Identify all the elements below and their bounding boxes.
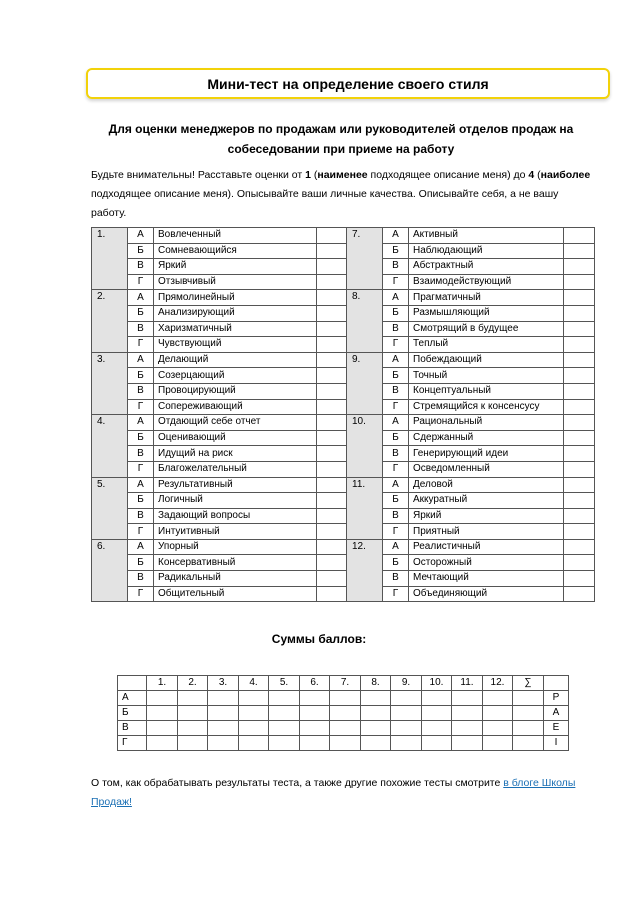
- score-cell[interactable]: [564, 571, 595, 587]
- sum-cell[interactable]: [178, 736, 208, 751]
- option-text: Вовлеченный: [154, 228, 317, 244]
- option-letter: Б: [128, 368, 154, 384]
- question-number: 9.: [347, 352, 383, 414]
- sum-cell[interactable]: [178, 706, 208, 721]
- sum-cell[interactable]: [483, 691, 513, 706]
- question-number: 2.: [92, 290, 128, 352]
- sum-cell[interactable]: [239, 736, 269, 751]
- option-letter: В: [383, 383, 409, 399]
- option-text: Рациональный: [409, 415, 564, 431]
- sum-cell[interactable]: [361, 706, 391, 721]
- score-cell[interactable]: [317, 352, 347, 368]
- sums-table: [117, 675, 569, 751]
- sum-cell[interactable]: [452, 736, 483, 751]
- option-text: Идущий на риск: [154, 446, 317, 462]
- sum-cell[interactable]: [269, 706, 300, 721]
- sum-cell[interactable]: [208, 721, 239, 736]
- sum-cell[interactable]: [452, 706, 483, 721]
- option-letter: Б: [383, 243, 409, 259]
- question-number: 7.: [347, 228, 383, 290]
- score-cell[interactable]: [317, 274, 347, 290]
- sums-column-header: 6.: [300, 676, 330, 691]
- intro-part: Будьте внимательны! Расставьте оценки от: [91, 169, 306, 181]
- option-text: Концептуальный: [409, 383, 564, 399]
- table-row: [92, 368, 595, 384]
- score-cell[interactable]: [317, 555, 347, 571]
- sums-column-header: 7.: [330, 676, 361, 691]
- score-cell[interactable]: [564, 415, 595, 431]
- sum-cell[interactable]: [452, 721, 483, 736]
- option-letter: В: [128, 571, 154, 587]
- table-row: [92, 508, 595, 524]
- option-text: Благожелательный: [154, 461, 317, 477]
- sum-cell[interactable]: [422, 706, 452, 721]
- outro-part: О том, как обрабатывать результаты теста, а также другие похожие тесты смотрите: [91, 777, 504, 789]
- table-row: [92, 446, 595, 462]
- option-text: Наблюдающий: [409, 243, 564, 259]
- option-text: Общительный: [154, 586, 317, 602]
- question-number: 12.: [347, 539, 383, 601]
- table-row: [92, 571, 595, 587]
- option-letter: В: [383, 446, 409, 462]
- sums-row: [118, 736, 569, 751]
- sum-cell[interactable]: [178, 691, 208, 706]
- option-letter: Б: [383, 368, 409, 384]
- table-row: [92, 243, 595, 259]
- score-cell[interactable]: [317, 337, 347, 353]
- option-text: Оценивающий: [154, 430, 317, 446]
- option-letter: Б: [383, 555, 409, 571]
- option-text: Провоцирующий: [154, 383, 317, 399]
- intro-text: [91, 166, 596, 223]
- option-text: Взаимодействующий: [409, 274, 564, 290]
- option-text: Смотрящий в будущее: [409, 321, 564, 337]
- option-letter: В: [128, 383, 154, 399]
- sum-cell[interactable]: [422, 691, 452, 706]
- option-letter: Г: [128, 274, 154, 290]
- page-title: Мини-тест на определение своего стиля: [207, 75, 489, 92]
- empty-cell: [544, 676, 569, 691]
- intro-part: подходящее описание меня). Опысывайте ваши личные качества. Описывайте себя, а не вашу работу.: [91, 188, 559, 219]
- option-text: Стремящийся к консенсусу: [409, 399, 564, 415]
- option-letter: Г: [383, 274, 409, 290]
- option-letter: Г: [128, 524, 154, 540]
- sum-cell[interactable]: [239, 721, 269, 736]
- option-letter: В: [128, 321, 154, 337]
- sums-row-code: I: [544, 736, 569, 751]
- option-letter: А: [383, 415, 409, 431]
- option-letter: А: [128, 228, 154, 244]
- sums-row-code: А: [544, 706, 569, 721]
- option-text: Абстрактный: [409, 259, 564, 275]
- option-letter: Б: [383, 305, 409, 321]
- sum-cell[interactable]: [483, 721, 513, 736]
- question-number: 11.: [347, 477, 383, 539]
- score-cell[interactable]: [564, 446, 595, 462]
- sum-cell[interactable]: [452, 691, 483, 706]
- sum-cell[interactable]: [391, 706, 422, 721]
- sums-row: [118, 691, 569, 706]
- intro-min-score: 1: [305, 169, 311, 181]
- table-row: [92, 524, 595, 540]
- score-cell[interactable]: [564, 274, 595, 290]
- sum-cell[interactable]: [361, 691, 391, 706]
- option-text: Размышляющий: [409, 305, 564, 321]
- sums-header-row: [118, 676, 569, 691]
- option-letter: Г: [383, 461, 409, 477]
- option-letter: А: [128, 290, 154, 306]
- corner-cell: [118, 676, 147, 691]
- sums-column-header: 4.: [239, 676, 269, 691]
- score-cell[interactable]: [564, 508, 595, 524]
- question-number: 8.: [347, 290, 383, 352]
- table-row: [92, 461, 595, 477]
- option-letter: Б: [128, 430, 154, 446]
- option-letter: В: [383, 321, 409, 337]
- score-cell[interactable]: [564, 337, 595, 353]
- sum-cell[interactable]: [422, 736, 452, 751]
- sums-column-header: 1.: [147, 676, 178, 691]
- table-row: [92, 259, 595, 275]
- sum-cell[interactable]: [513, 736, 544, 751]
- score-cell[interactable]: [564, 430, 595, 446]
- option-text: Аккуратный: [409, 493, 564, 509]
- score-cell[interactable]: [317, 571, 347, 587]
- table-row: [92, 430, 595, 446]
- option-letter: Г: [383, 586, 409, 602]
- table-row: [92, 290, 595, 306]
- sum-cell[interactable]: [300, 691, 330, 706]
- score-cell[interactable]: [317, 493, 347, 509]
- intro-least: наименее: [317, 169, 368, 181]
- option-text: Точный: [409, 368, 564, 384]
- score-cell[interactable]: [317, 383, 347, 399]
- option-letter: Г: [383, 524, 409, 540]
- sums-row-label: А: [118, 691, 147, 706]
- sum-cell[interactable]: [269, 691, 300, 706]
- option-letter: Г: [128, 337, 154, 353]
- option-text: Консервативный: [154, 555, 317, 571]
- table-row: [92, 586, 595, 602]
- sum-cell[interactable]: [300, 721, 330, 736]
- questions-table: [91, 227, 595, 602]
- subtitle: Для оценки менеджеров по продажам или руководителей отделов продаж на собеседовании при приеме на работу: [108, 122, 574, 156]
- sum-cell[interactable]: [513, 721, 544, 736]
- sum-cell[interactable]: [208, 736, 239, 751]
- score-cell[interactable]: [317, 321, 347, 337]
- sum-cell[interactable]: [147, 736, 178, 751]
- option-letter: Б: [128, 305, 154, 321]
- option-letter: Б: [128, 493, 154, 509]
- option-text: Упорный: [154, 539, 317, 555]
- score-cell[interactable]: [317, 430, 347, 446]
- option-letter: В: [128, 259, 154, 275]
- intro-part: (: [310, 169, 318, 181]
- table-row: [92, 274, 595, 290]
- sum-cell[interactable]: [391, 736, 422, 751]
- option-letter: А: [128, 477, 154, 493]
- option-letter: Б: [383, 430, 409, 446]
- option-text: Прямолинейный: [154, 290, 317, 306]
- sum-cell[interactable]: [239, 706, 269, 721]
- sum-cell[interactable]: [147, 691, 178, 706]
- sum-cell[interactable]: [239, 691, 269, 706]
- option-letter: А: [128, 415, 154, 431]
- option-text: Логичный: [154, 493, 317, 509]
- option-letter: Б: [128, 555, 154, 571]
- score-cell[interactable]: [564, 586, 595, 602]
- score-cell[interactable]: [564, 243, 595, 259]
- option-text: Деловой: [409, 477, 564, 493]
- table-row: [92, 555, 595, 571]
- option-letter: А: [383, 352, 409, 368]
- question-number: 4.: [92, 415, 128, 477]
- score-cell[interactable]: [317, 399, 347, 415]
- intro-part: (: [534, 169, 541, 181]
- table-row: [92, 352, 595, 368]
- sum-cell[interactable]: [178, 721, 208, 736]
- intro-max-score: 4: [528, 169, 535, 181]
- score-cell[interactable]: [317, 243, 347, 259]
- option-letter: В: [383, 508, 409, 524]
- table-row: [92, 305, 595, 321]
- option-text: Сопереживающий: [154, 399, 317, 415]
- option-text: Побеждающий: [409, 352, 564, 368]
- sum-cell[interactable]: [330, 691, 361, 706]
- score-cell[interactable]: [564, 352, 595, 368]
- option-text: Анализирующий: [154, 305, 317, 321]
- option-letter: Г: [383, 399, 409, 415]
- score-cell[interactable]: [564, 259, 595, 275]
- option-letter: А: [128, 352, 154, 368]
- table-row: [92, 337, 595, 353]
- option-letter: Г: [128, 461, 154, 477]
- table-row: [92, 539, 595, 555]
- option-text: Осторожный: [409, 555, 564, 571]
- sum-cell[interactable]: [269, 721, 300, 736]
- score-cell[interactable]: [564, 305, 595, 321]
- sum-cell[interactable]: [330, 721, 361, 736]
- question-number: 1.: [92, 228, 128, 290]
- sum-cell[interactable]: [300, 706, 330, 721]
- option-text: Реалистичный: [409, 539, 564, 555]
- score-cell[interactable]: [564, 539, 595, 555]
- option-text: Прагматичный: [409, 290, 564, 306]
- sum-cell[interactable]: [513, 706, 544, 721]
- sum-cell[interactable]: [269, 736, 300, 751]
- score-cell[interactable]: [317, 368, 347, 384]
- table-row: [92, 399, 595, 415]
- blog-link[interactable]: в блоге Школы Продаж!: [91, 777, 576, 808]
- score-cell[interactable]: [317, 524, 347, 540]
- sums-row-label: Б: [118, 706, 147, 721]
- option-text: Созерцающий: [154, 368, 317, 384]
- score-cell[interactable]: [564, 524, 595, 540]
- option-letter: Б: [128, 243, 154, 259]
- sum-cell[interactable]: [208, 706, 239, 721]
- sums-column-header: 10.: [422, 676, 452, 691]
- sum-cell[interactable]: [300, 736, 330, 751]
- option-letter: В: [383, 571, 409, 587]
- sums-column-header: 12.: [483, 676, 513, 691]
- score-cell[interactable]: [317, 228, 347, 244]
- score-cell[interactable]: [317, 305, 347, 321]
- option-text: Генерирующий идеи: [409, 446, 564, 462]
- question-number: 5.: [92, 477, 128, 539]
- option-text: Радикальный: [154, 571, 317, 587]
- score-cell[interactable]: [317, 415, 347, 431]
- option-letter: В: [128, 508, 154, 524]
- option-letter: В: [383, 259, 409, 275]
- sum-cell[interactable]: [361, 721, 391, 736]
- option-letter: Г: [383, 337, 409, 353]
- option-text: Теплый: [409, 337, 564, 353]
- option-text: Чувствующий: [154, 337, 317, 353]
- option-text: Яркий: [409, 508, 564, 524]
- option-text: Интуитивный: [154, 524, 317, 540]
- option-letter: Б: [383, 493, 409, 509]
- table-row: [92, 477, 595, 493]
- sums-column-header: 8.: [361, 676, 391, 691]
- question-number: 6.: [92, 539, 128, 601]
- score-cell[interactable]: [317, 539, 347, 555]
- option-letter: А: [383, 228, 409, 244]
- score-cell[interactable]: [317, 461, 347, 477]
- option-text: Харизматичный: [154, 321, 317, 337]
- intro-part: подходящее описание меня) до: [367, 169, 529, 181]
- option-letter: Г: [128, 399, 154, 415]
- question-number: 3.: [92, 352, 128, 414]
- sums-column-header: ∑: [513, 676, 544, 691]
- outro-text: [91, 774, 591, 812]
- option-text: Делающий: [154, 352, 317, 368]
- option-text: Приятный: [409, 524, 564, 540]
- score-cell[interactable]: [564, 555, 595, 571]
- score-cell[interactable]: [317, 508, 347, 524]
- score-cell[interactable]: [564, 228, 595, 244]
- sums-row: [118, 706, 569, 721]
- score-cell[interactable]: [564, 399, 595, 415]
- sum-cell[interactable]: [391, 691, 422, 706]
- option-text: Мечтающий: [409, 571, 564, 587]
- score-cell[interactable]: [317, 586, 347, 602]
- option-text: Отзывчивый: [154, 274, 317, 290]
- score-cell[interactable]: [564, 461, 595, 477]
- sums-row-label: В: [118, 721, 147, 736]
- score-cell[interactable]: [564, 477, 595, 493]
- sums-column-header: 3.: [208, 676, 239, 691]
- score-cell[interactable]: [564, 321, 595, 337]
- sum-cell[interactable]: [391, 721, 422, 736]
- sum-cell[interactable]: [513, 691, 544, 706]
- sums-row-label: Г: [118, 736, 147, 751]
- score-cell[interactable]: [317, 446, 347, 462]
- sum-cell[interactable]: [208, 691, 239, 706]
- score-cell[interactable]: [317, 290, 347, 306]
- table-row: [92, 228, 595, 244]
- table-row: [92, 321, 595, 337]
- sums-column-header: 2.: [178, 676, 208, 691]
- sum-cell[interactable]: [361, 736, 391, 751]
- score-cell[interactable]: [564, 368, 595, 384]
- score-cell[interactable]: [317, 259, 347, 275]
- option-text: Осведомленный: [409, 461, 564, 477]
- sums-column-header: 11.: [452, 676, 483, 691]
- option-text: Результативный: [154, 477, 317, 493]
- option-text: Активный: [409, 228, 564, 244]
- score-cell[interactable]: [564, 383, 595, 399]
- sums-row-code: Е: [544, 721, 569, 736]
- table-row: [92, 383, 595, 399]
- option-letter: А: [383, 477, 409, 493]
- title-box: [86, 68, 610, 99]
- option-letter: А: [383, 539, 409, 555]
- score-cell[interactable]: [317, 477, 347, 493]
- score-cell[interactable]: [564, 290, 595, 306]
- sums-row-code: Р: [544, 691, 569, 706]
- score-cell[interactable]: [564, 493, 595, 509]
- sums-title: Суммы баллов:: [271, 632, 367, 646]
- sum-cell[interactable]: [483, 736, 513, 751]
- option-text: Сомневающийся: [154, 243, 317, 259]
- option-text: Задающий вопросы: [154, 508, 317, 524]
- option-text: Сдержанный: [409, 430, 564, 446]
- sum-cell[interactable]: [330, 706, 361, 721]
- table-row: [92, 493, 595, 509]
- intro-most: наиболее: [540, 169, 591, 181]
- sum-cell[interactable]: [147, 721, 178, 736]
- question-number: 10.: [347, 415, 383, 477]
- option-letter: Г: [128, 586, 154, 602]
- table-row: [92, 415, 595, 431]
- option-letter: А: [128, 539, 154, 555]
- sum-cell[interactable]: [330, 736, 361, 751]
- sum-cell[interactable]: [422, 721, 452, 736]
- option-letter: А: [383, 290, 409, 306]
- option-letter: В: [128, 446, 154, 462]
- option-text: Яркий: [154, 259, 317, 275]
- sum-cell[interactable]: [147, 706, 178, 721]
- sums-column-header: 5.: [269, 676, 300, 691]
- sums-row: [118, 721, 569, 736]
- sum-cell[interactable]: [483, 706, 513, 721]
- option-text: Объединяющий: [409, 586, 564, 602]
- sums-column-header: 9.: [391, 676, 422, 691]
- option-text: Отдающий себе отчет: [154, 415, 317, 431]
